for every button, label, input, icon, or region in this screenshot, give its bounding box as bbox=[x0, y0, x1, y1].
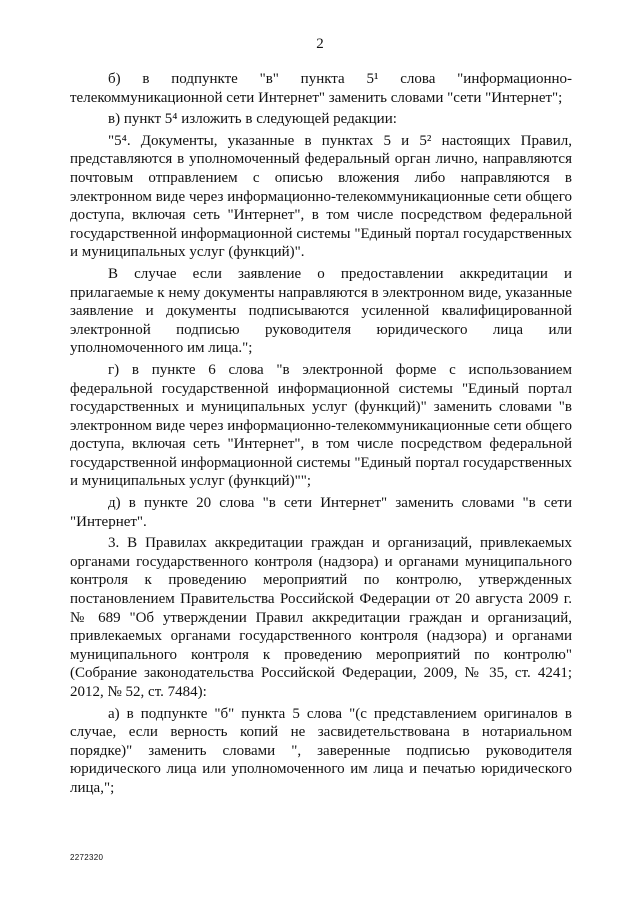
paragraph-3: 3. В Правилах аккредитации граждан и организаций, привлекаемых органами государственного контроля (надзора) и органами муниципального контроля к проведению мероприятий по контролю, утвержденных постановлением Правительства Российской Федерации от 20 августа 2009 г. № 689 "Об утверждении Правил аккредитации граждан и организаций, привлекаемых органами государственного контроля (надзора) и органами муниципального контроля к проведению мероприятий по контролю" (Собрание законодательства Российской Федерации, 2009, № 35, ст. 4241; 2012, № 52, ст. 7484): bbox=[70, 535, 572, 700]
paragraph-a: а) в подпункте "б" пункта 5 слова "(с представлением оригиналов в случае, если верность копий не засвидетельствована в нотариальном порядке)" заменить словами ", заверенные подписью руководителя юридического лица или уполномоченного им лица и печатью юридического лица,"; bbox=[70, 705, 572, 796]
paragraph-b: б) в подпункте "в" пункта 5¹ слова "информационно-телекоммуникационной сети Интернет" заменить словами "сети "Интернет"; bbox=[70, 71, 572, 106]
paragraph-g: г) в пункте 6 слова "в электронной форме с использованием федеральной государственной информационной системы "Единый портал государственных и муниципальных услуг (функций)" заменить словами "в электронном виде через информационно-телекоммуникационные сети общего доступа, включая сеть "Интернет", в том числе посредством федеральной государственной информационной системы "Единый портал государственных и муниципальных услуг (функций)""; bbox=[70, 361, 572, 490]
document-body bbox=[70, 70, 572, 801]
document-code: 2272320 bbox=[70, 853, 104, 862]
paragraph-electronic-signature: В случае если заявление о предоставлении аккредитации и прилагаемые к нему документы направляются в электронном виде, указанные заявление и документы подписываются усиленной квалифицированной электронной подписью руководителя юридического лица или уполномоченного им лица."; bbox=[70, 265, 572, 357]
page-number: 2 bbox=[316, 36, 324, 52]
paragraph-clause-5-4: "5⁴. Документы, указанные в пунктах 5 и 5² настоящих Правил, представляются в уполномоченный федеральный орган лично, направляются почтовым отправлением с описью вложения либо направляются в электронном виде через информационно-телекоммуникационные сети общего доступа, включая сеть "Интернет", в том числе посредством федеральной государственной информационной системы "Единый портал государственных и муниципальных услуг (функций)". bbox=[70, 132, 572, 261]
paragraph-d: д) в пункте 20 слова "в сети Интернет" заменить словами "в сети "Интернет". bbox=[70, 495, 572, 530]
paragraph-v: в) пункт 5⁴ изложить в следующей редакции: bbox=[108, 111, 397, 128]
